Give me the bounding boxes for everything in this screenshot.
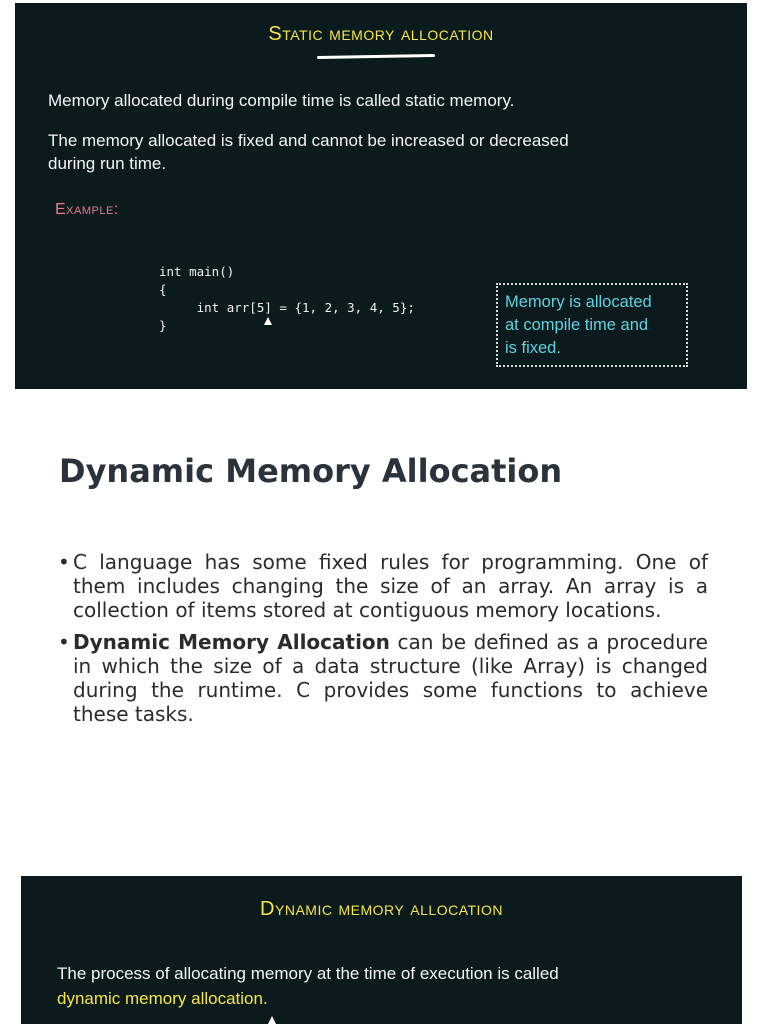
bullet-list xyxy=(58,550,708,734)
bullet-item xyxy=(58,630,708,726)
static-allocation-slide xyxy=(15,3,747,389)
note-line: at compile time and xyxy=(505,316,649,334)
note-line: is fixed. xyxy=(505,339,561,357)
bullet-bold-term: Dynamic Memory Allocation xyxy=(73,630,390,654)
note-box xyxy=(496,283,688,367)
bullet-item xyxy=(58,550,708,622)
bullet-text: C language has some fixed rules for programming. One of them includes changing the size of an array. An array is a collection of items stored at contiguous memory locations. xyxy=(73,550,708,622)
static-slide-title: Static memory allocation xyxy=(268,23,494,45)
pointer-cursor-icon xyxy=(264,317,272,325)
static-fixed-line-2: during run time. xyxy=(48,154,167,173)
dynamic-slide-title: Dynamic memory allocation xyxy=(260,898,503,920)
example-label: Example: xyxy=(55,201,119,218)
dynamic-allocation-slide xyxy=(21,876,742,1024)
bullet-text: can be defined as a procedure in which the size of a data structure (like Array) is changed during the runtime. C provides some functions to achieve these tasks. xyxy=(73,630,708,726)
page-heading: Dynamic Memory Allocation xyxy=(59,452,563,490)
title-underline xyxy=(317,54,435,59)
note-line: Memory is allocated xyxy=(505,293,652,311)
dynamic-definition-line-2: dynamic memory allocation. xyxy=(57,989,268,1008)
pointer-cursor-icon xyxy=(268,1016,276,1024)
dynamic-definition-line-1: The process of allocating memory at the time of execution is called xyxy=(57,964,559,983)
static-definition-line: Memory allocated during compile time is called static memory. xyxy=(48,91,515,110)
code-snippet: int main() { int arr[5] = {1, 2, 3, 4, 5}; } xyxy=(159,264,415,333)
static-fixed-line-1: The memory allocated is fixed and cannot be increased or decreased xyxy=(48,131,569,150)
